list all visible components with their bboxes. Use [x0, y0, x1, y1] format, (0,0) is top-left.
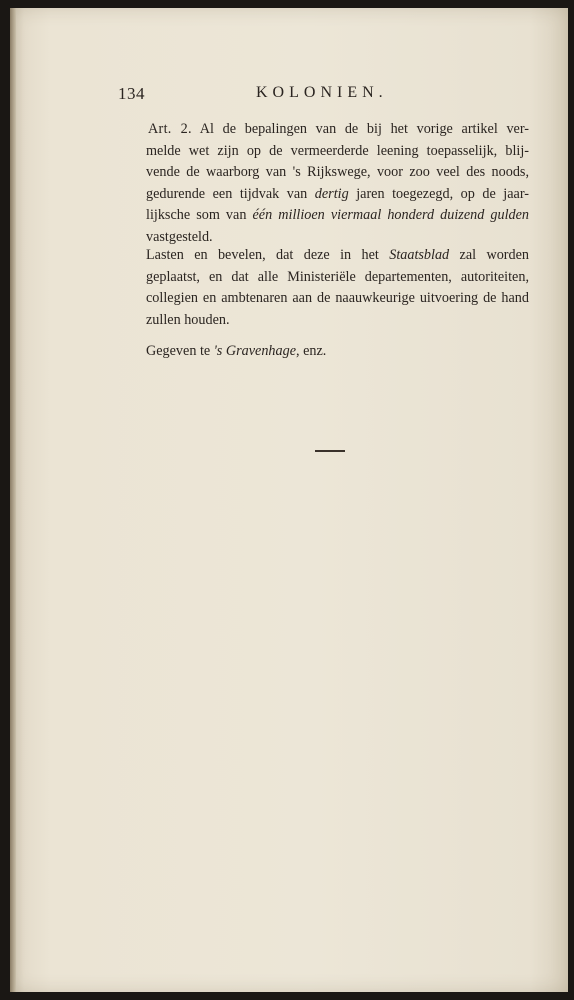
- given-at-line: [146, 341, 529, 363]
- text-line: geplaatst, en dat alle Ministeriële departementen, autoriteiten,: [146, 268, 529, 285]
- page-header: [118, 84, 408, 110]
- text-span: gedurende een tijdvak van: [146, 185, 308, 202]
- text-span: Al de bepalingen van de bij het vorige artikel ver-: [199, 121, 530, 137]
- text-line: [146, 119, 529, 141]
- text-line: [146, 341, 529, 363]
- italic-span: 's Gravenhage: [213, 343, 296, 359]
- text-span: jaren toegezegd, op de jaar-: [356, 185, 529, 202]
- text-span: Gegeven te: [146, 343, 211, 359]
- page-number: 134: [118, 84, 145, 103]
- text-span: lijksche som van: [146, 207, 247, 224]
- promulgation-paragraph: [146, 245, 529, 331]
- section-end-rule: [315, 450, 345, 452]
- text-span: zal worden: [459, 247, 530, 263]
- text-span: Lasten en bevelen, dat deze in het: [146, 247, 379, 263]
- text-line: vastgesteld.: [146, 228, 213, 245]
- article-2-paragraph: [146, 119, 529, 249]
- text-span: , enz.: [296, 343, 327, 359]
- text-line: collegien en ambtenaren aan de naauwkeurige uitvoering de hand: [146, 290, 529, 307]
- running-head: KOLONIEN.: [256, 84, 388, 101]
- text-line: [146, 184, 529, 206]
- article-label: Art. 2.: [148, 121, 192, 137]
- page-gutter: [10, 8, 16, 992]
- text-line: zullen houden.: [146, 311, 230, 328]
- text-line: melde wet zijn op de vermeerderde leening toepasselijk, blij-: [146, 142, 529, 159]
- italic-span: één millioen viermaal honderd duizend gulden: [252, 207, 529, 224]
- text-line: vende de waarborg van 's Rijkswege, voor zoo veel des noods,: [146, 164, 529, 181]
- text-line: [146, 245, 529, 267]
- text-line: [146, 205, 529, 227]
- italic-span: dertig: [314, 185, 349, 202]
- italic-span: Staatsblad: [389, 247, 450, 263]
